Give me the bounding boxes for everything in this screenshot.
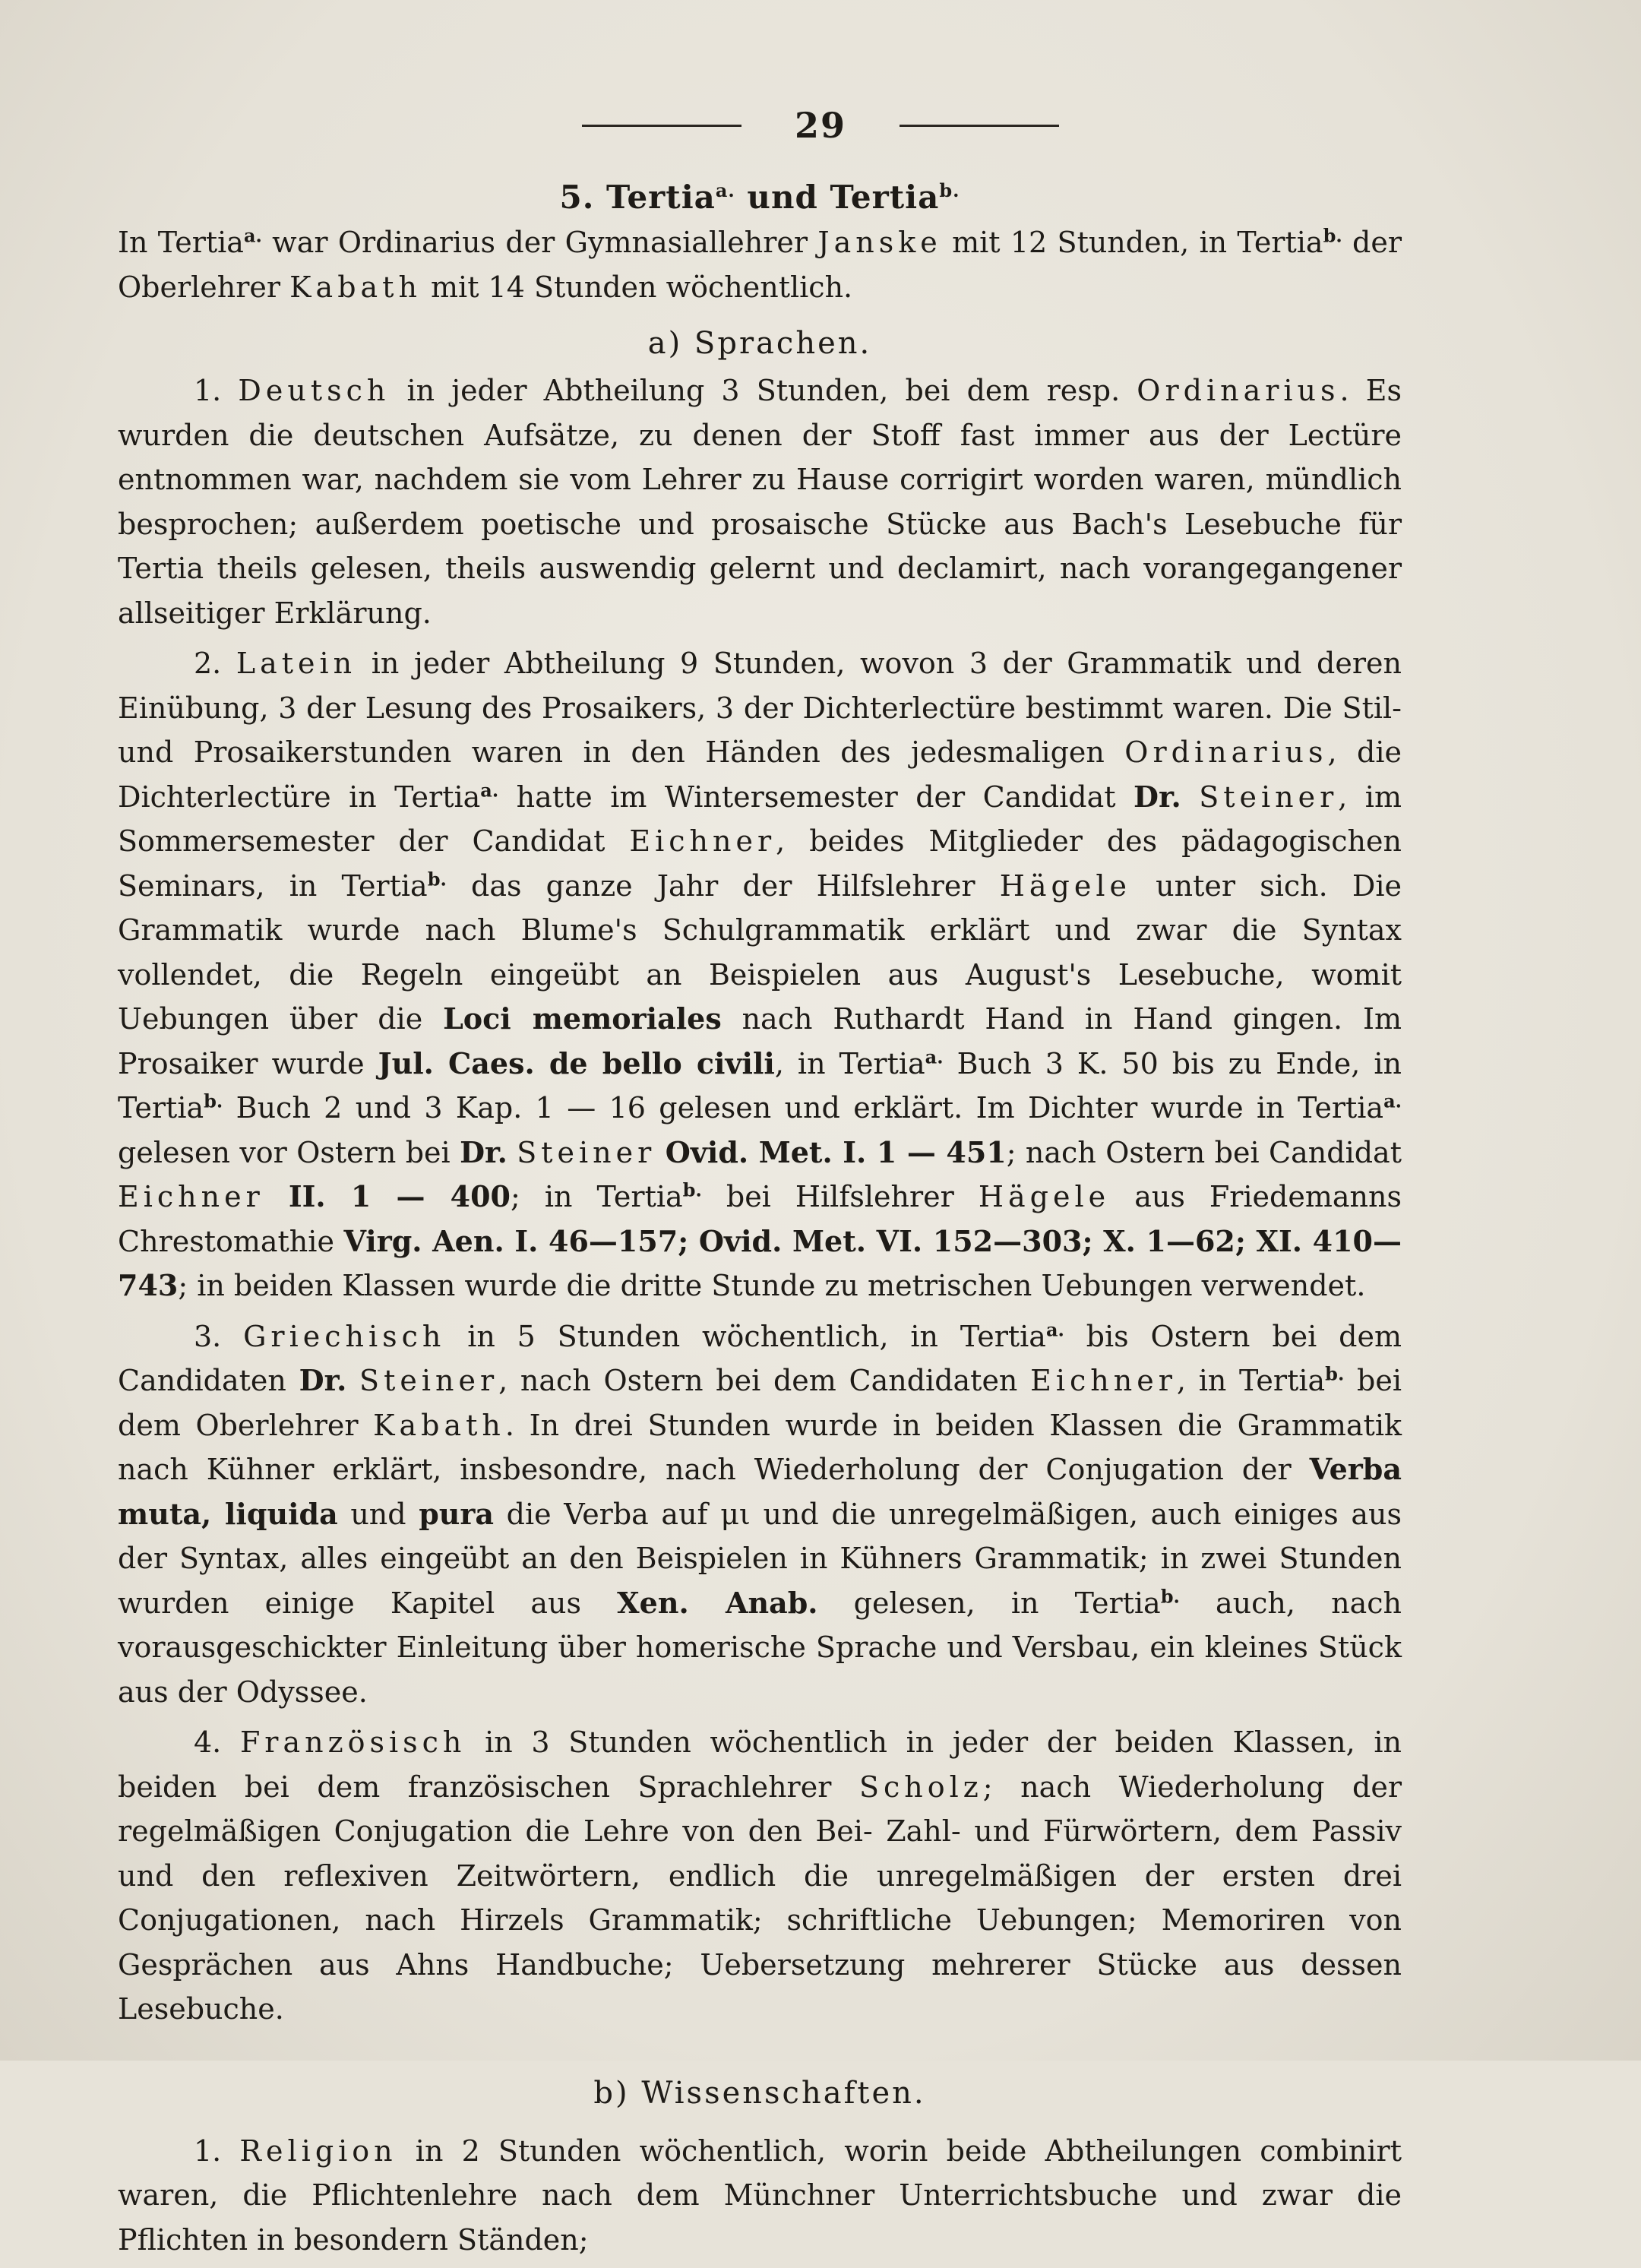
subsection-heading-a: a) Sprachen.: [647, 326, 872, 361]
p3-sup: b.: [1325, 1362, 1345, 1385]
p4-keyword: Französisch: [239, 1726, 466, 1759]
p2-keyword: Hägele: [999, 868, 1132, 903]
p2-bold: Dr.: [460, 1134, 507, 1169]
subsection-heading-b: b) Wissenschaften.: [593, 2075, 926, 2111]
intro-sup: b.: [1323, 224, 1342, 247]
p2-bold: Dr.: [1134, 779, 1181, 814]
p3-keyword: Griechisch: [243, 1319, 446, 1353]
p1-text: in jeder Abtheilung 3 Stunden, bei dem resp.: [390, 374, 1137, 407]
p3-text: bei dem Oberlehrer: [118, 1364, 1402, 1442]
p4-text: 4.: [194, 1726, 240, 1759]
p2-bold: Ovid. Met. I. 1 — 451: [665, 1134, 1007, 1169]
p2-text: unter sich. Die Grammatik wurde nach Blume's Schulgrammatik erklärt und zwar die Syntax vollendet, die Regeln eingeübt an Beispielen aus August's Lesebuche, womit Uebungen über die: [118, 868, 1402, 1036]
intro-name: Janske: [817, 226, 942, 259]
intro-text: mit 14 Stunden wöchentlich.: [421, 270, 853, 304]
intro-text: mit 12 Stunden, in Tertia: [941, 226, 1323, 259]
p3-text: , nach Ostern bei dem Candidaten: [498, 1364, 1031, 1397]
title-part1: Tertia: [606, 179, 716, 216]
intro-sup: a.: [243, 224, 262, 247]
p3-text: [346, 1364, 359, 1397]
p2-text: 2.: [194, 647, 236, 680]
intro-text: war Ordinarius der Gymnasiallehrer: [261, 226, 818, 259]
p3-text: bis Ostern bei dem Candidaten: [118, 1319, 1402, 1397]
p2-text: gelesen vor Ostern bei: [118, 1135, 460, 1169]
p3-text: die Verba auf μι und die unregelmäßigen, auch einiges aus der Syntax, alles eingeübt an den Beispielen in Kühners Grammatik; in zwei Stunden wurden einige Kapitel aus: [118, 1497, 1402, 1620]
paragraph-franzoesisch: [118, 1720, 1402, 2032]
paragraph-deutsch: [118, 369, 1402, 635]
p4-text: in 3 Stunden wöchentlich in jeder der beiden Klassen, in beiden bei dem französischen Sprachlehrer: [118, 1726, 1402, 1804]
paragraph-latein: [118, 641, 1402, 1308]
p2-sup: b.: [427, 867, 447, 890]
p2-text: bei Hilfslehrer: [701, 1180, 979, 1213]
header-rule-right: [900, 125, 1059, 127]
p3-bold: Dr.: [299, 1363, 347, 1397]
intro-paragraph: [118, 220, 1402, 309]
p1-keyword: Ordinarius: [1137, 374, 1340, 407]
p3-bold: Verba muta, liquida: [118, 1452, 1402, 1531]
p2-text: ; nach Ostern bei Candidat: [1006, 1135, 1402, 1169]
p3-keyword: Eichner: [1030, 1364, 1177, 1397]
p3-keyword: Steiner: [359, 1364, 499, 1397]
p2-text: in jeder Abtheilung 9 Stunden, wovon 3 der Grammatik und deren Einübung, 3 der Lesung des Prosaikers, 3 der Dichterlectüre bestimmt waren. Die Stil- und Prosaikerstunden waren in den Händen des jedesmaligen: [118, 647, 1402, 769]
p2-sup: a.: [1383, 1090, 1402, 1112]
p2-sup: a.: [480, 778, 499, 801]
p3-bold: Xen. Anab.: [617, 1585, 818, 1620]
p2-text: [264, 1180, 289, 1213]
p2-bold: II. 1 — 400: [288, 1179, 511, 1213]
paragraph-griechisch: [118, 1314, 1402, 1715]
p3-sup: b.: [1160, 1584, 1180, 1607]
page-number: 29: [794, 105, 846, 146]
p1-text: . Es wurden die deutschen Aufsätze, zu denen der Stoff fast immer aus der Lectüre entnommen war, nachdem sie vom Lehrer zu Hause corrigirt worden waren, mündlich besprochen; außerdem poetische und prosaische Stücke aus Bach's Lesebuche für Tertia theils gelesen, theils auswendig gelernt und declamirt, nach vorangegangener allseitiger Erklärung.: [118, 374, 1402, 630]
p1-text: 1.: [194, 374, 239, 407]
p1-keyword: Deutsch: [238, 374, 390, 407]
header-rule-left: [582, 125, 741, 127]
p2-bold: Virg. Aen. I. 46—157; Ovid. Met. VI. 152—303; X. 1—62; XI. 410—743: [118, 1223, 1402, 1302]
p2-keyword: Steiner: [1199, 780, 1339, 814]
p3-keyword: Kabath: [373, 1408, 505, 1442]
p3-text: , in Tertia: [1176, 1364, 1326, 1397]
p4-text: ; nach Wiederholung der regelmäßigen Conjugation die Lehre von den Bei- Zahl- und Fürwörtern, dem Passiv und den reflexiven Zeitwörtern, endlich die unregelmäßigen der ersten drei Conjugationen, nach Hirzels Grammatik; schriftliche Uebungen; Memoriren von Gesprächen aus Ahns Handbuche; Uebersetzung mehrerer Stücke aus dessen Lesebuche.: [118, 1770, 1402, 2026]
p2-text: , beides Mitglieder des pädagogischen Seminars, in Tertia: [118, 824, 1402, 903]
p2-text: das ganze Jahr der Hilfslehrer: [446, 868, 1000, 903]
p2-text: [656, 1136, 665, 1169]
title-prefix: 5.: [559, 179, 595, 216]
p2-text: hatte im Wintersemester der Candidat: [498, 780, 1134, 814]
p2-keyword: Ordinarius: [1124, 735, 1328, 769]
p3-text: in 5 Stunden wöchentlich, in Tertia: [445, 1319, 1046, 1353]
p5-text: in 2 Stunden wöchentlich, worin beide Abtheilungen combinirt waren, die Pflichtenlehre nach dem Münchner Unterrichtsbuche und zwar die Pflichten in besondern Ständen;: [118, 2134, 1402, 2257]
p4-keyword: Scholz: [858, 1770, 983, 1804]
p2-text: Buch 3 K. 50 bis zu Ende, in Tertia: [118, 1046, 1402, 1125]
p3-sup: a.: [1045, 1317, 1064, 1340]
page-content: [118, 175, 1402, 2268]
p5-keyword: Religion: [239, 2134, 397, 2168]
title-sup2: b.: [939, 179, 960, 201]
p3-text: gelesen, in Tertia: [817, 1586, 1161, 1620]
p2-text: nach Ruthardt Hand in Hand gingen. Im Prosaiker wurde: [118, 1002, 1402, 1080]
title-part2: Tertia: [830, 179, 940, 216]
p2-bold: Jul. Caes. de bello civili: [378, 1045, 775, 1080]
p2-keyword: Eichner: [629, 824, 776, 858]
p2-text: , im Sommersemester der Candidat: [118, 780, 1402, 858]
p2-text: [1181, 780, 1199, 814]
p3-text: . In drei Stunden wurde in beiden Klassen die Grammatik nach Kühner erklärt, insbesondre, nach Wiederholung der Conjugation der: [118, 1408, 1402, 1486]
page-header: [0, 105, 1641, 146]
section-title: [118, 175, 1402, 220]
p3-bold: pura: [419, 1496, 495, 1531]
intro-name: Kabath: [289, 270, 422, 304]
p2-sup: a.: [925, 1045, 944, 1068]
intro-text: In Tertia: [118, 226, 244, 259]
p2-text: ; in beiden Klassen wurde die dritte Stunde zu metrischen Uebungen verwendet.: [178, 1269, 1366, 1302]
p2-text: aus Friedemanns Chrestomathie: [118, 1180, 1402, 1258]
p3-text: 3.: [194, 1319, 244, 1353]
paragraph-religion: [118, 2129, 1402, 2263]
p2-text: ; in Tertia: [511, 1180, 683, 1213]
p5-text: 1.: [194, 2134, 240, 2168]
p3-text: auch, nach vorausgeschickter Einleitung über homerische Sprache und Versbau, ein kleines Stück aus der Odyssee.: [118, 1586, 1402, 1709]
p2-keyword: Latein: [236, 647, 357, 680]
p2-bold: Loci memoriales: [443, 1001, 722, 1036]
p2-text: Buch 2 und 3 Kap. 1 — 16 gelesen und erklärt. Im Dichter wurde in Tertia: [223, 1091, 1384, 1125]
p2-keyword: Steiner: [517, 1135, 656, 1169]
p2-sup: b.: [682, 1178, 702, 1201]
p2-keyword: Hägele: [978, 1180, 1111, 1213]
p2-text: , die Dichterlectüre in Tertia: [118, 735, 1402, 814]
p2-text: , in Tertia: [774, 1046, 925, 1080]
p2-sup: b.: [204, 1090, 223, 1112]
intro-text: der Oberlehrer: [118, 226, 1402, 304]
title-sup1: a.: [715, 179, 735, 201]
title-mid: und: [735, 179, 830, 216]
p2-text: [507, 1136, 517, 1169]
p2-keyword: Eichner: [118, 1180, 264, 1213]
p3-text: und: [337, 1497, 419, 1531]
